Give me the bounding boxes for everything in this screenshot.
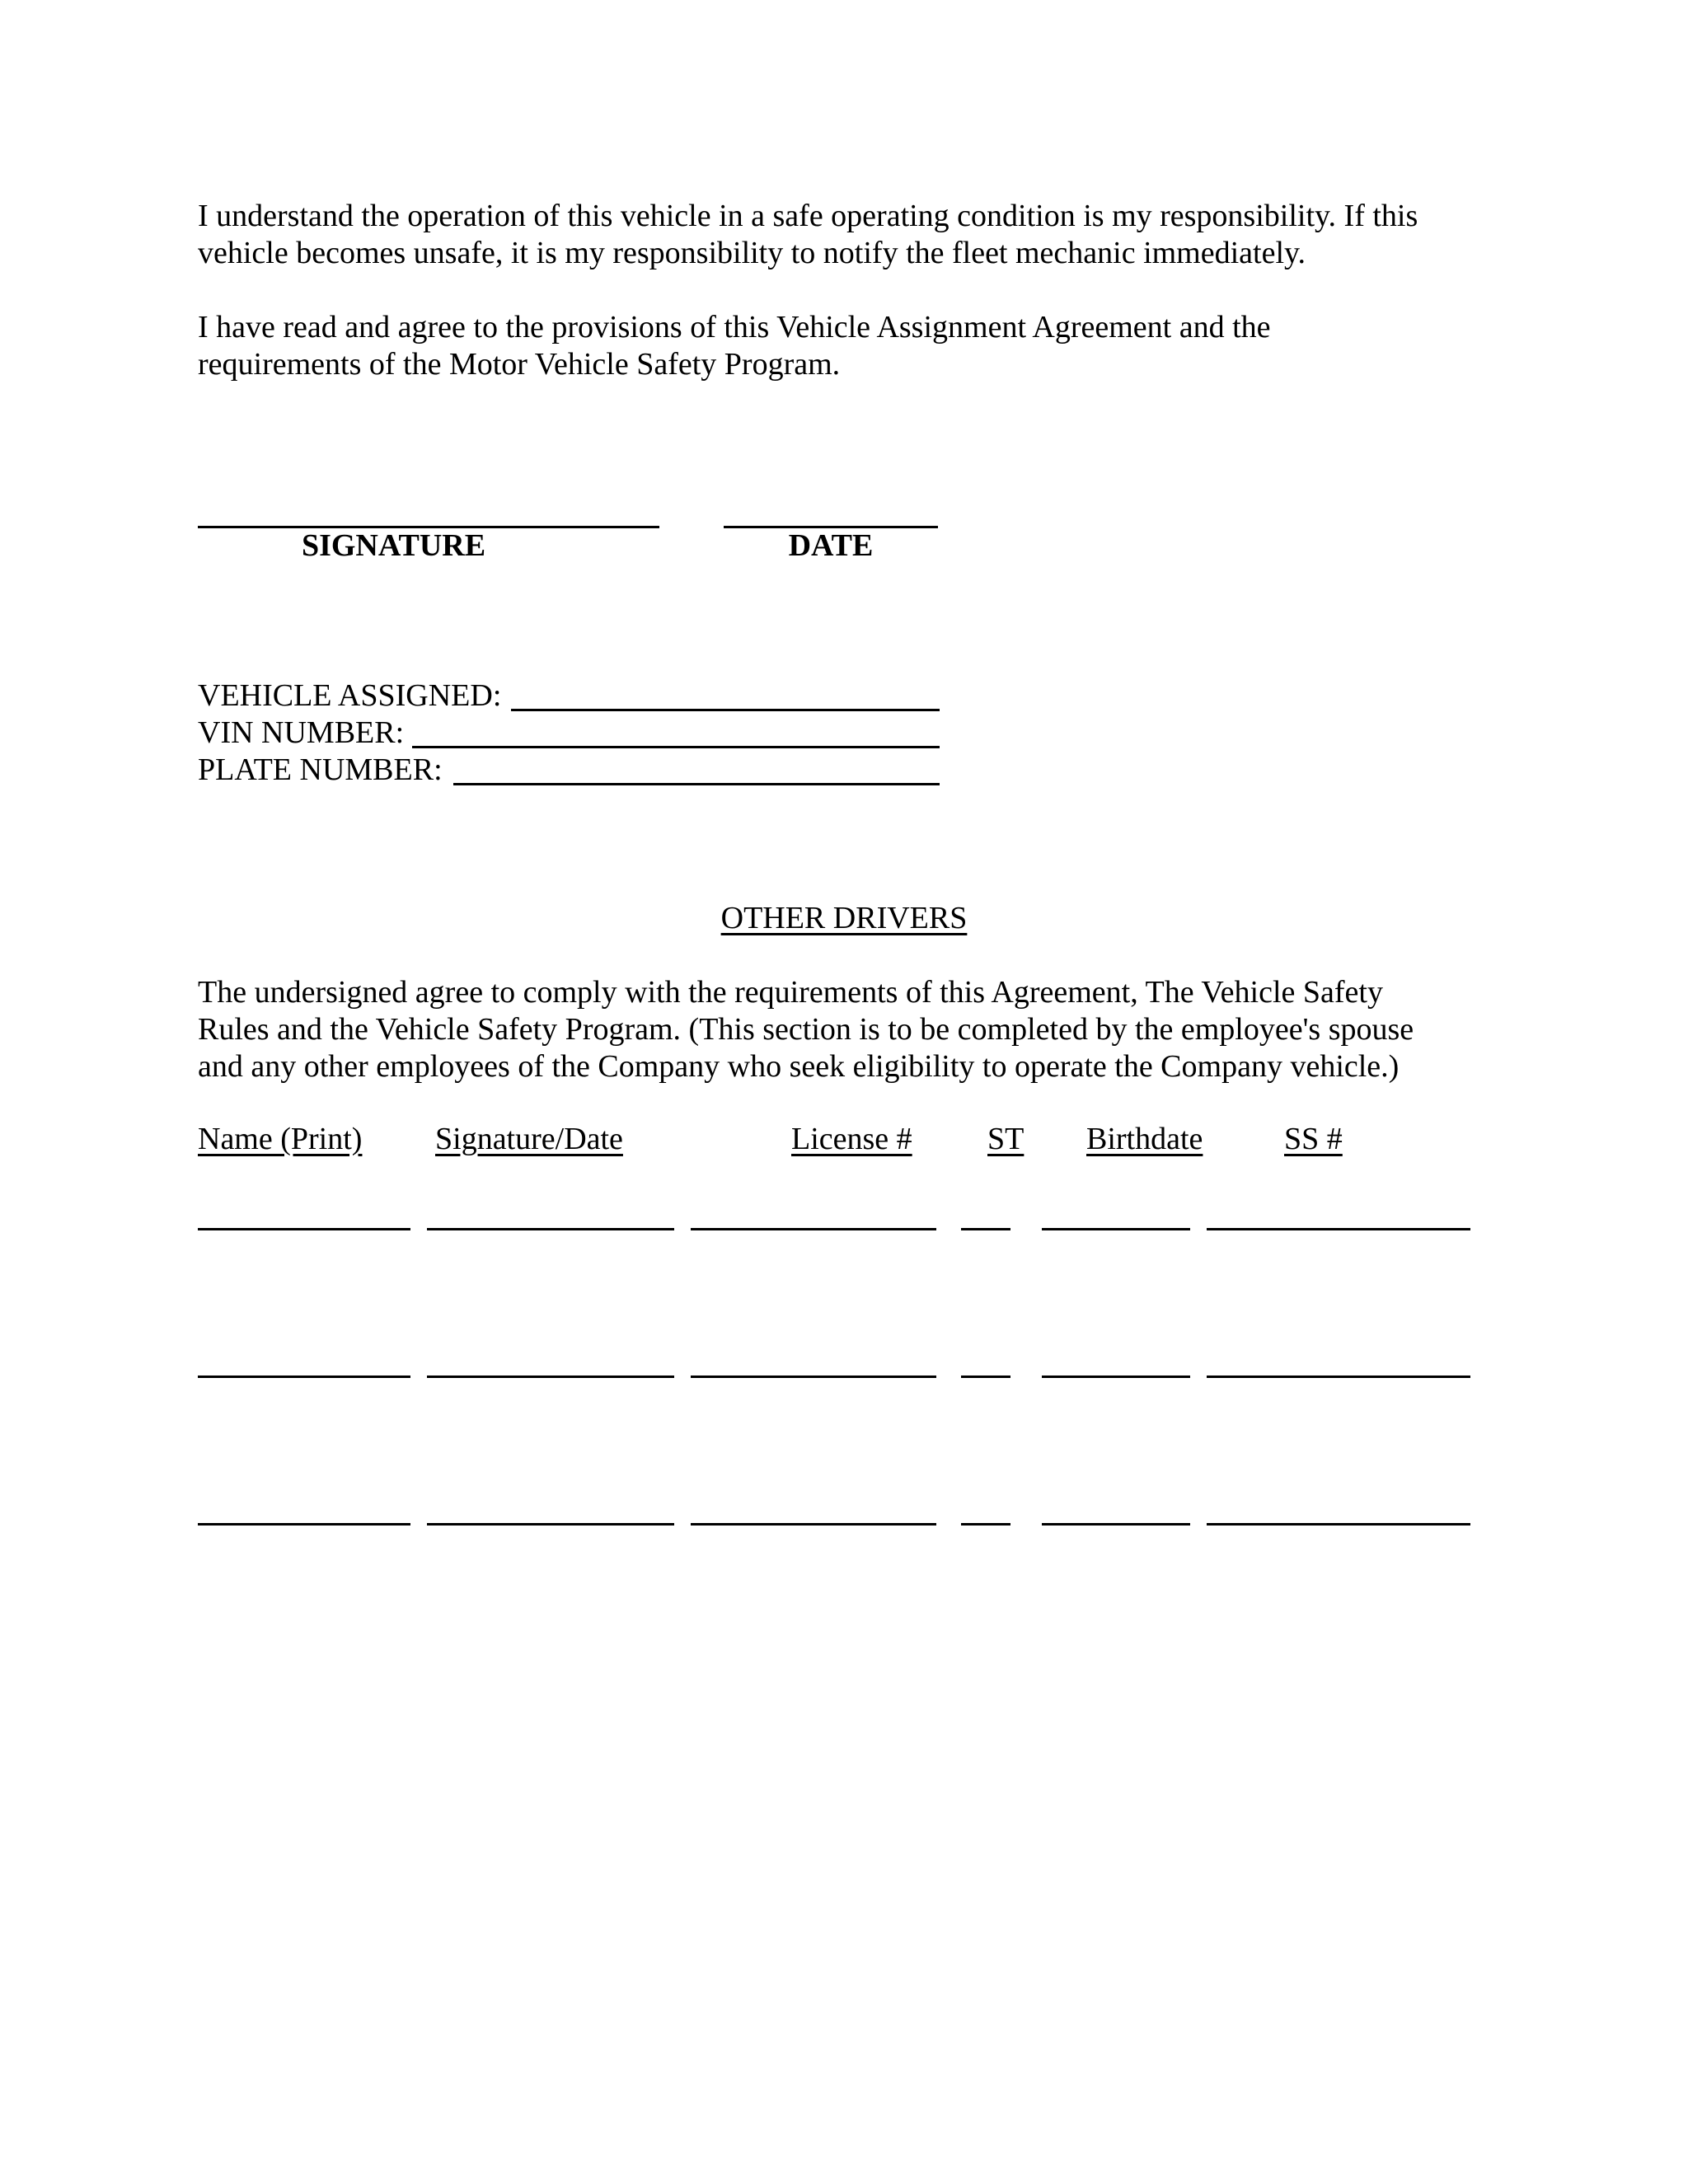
plate-number-label: PLATE NUMBER:: [198, 752, 443, 787]
vehicle-assigned-label: VEHICLE ASSIGNED:: [198, 678, 502, 713]
plate-number-line[interactable]: [453, 783, 940, 785]
other-drivers-line-3: and any other employees of the Company who seek eligibility to operate the Company vehicle.): [198, 1049, 1400, 1084]
driver-1-state-line[interactable]: [961, 1228, 1010, 1230]
driver-2-state-line[interactable]: [961, 1376, 1010, 1378]
other-drivers-heading: OTHER DRIVERS: [720, 901, 968, 935]
responsibility-line-2: vehicle becomes unsafe, it is my responsibility to notify the fleet mechanic immediately.: [198, 236, 1306, 270]
column-header-state: ST: [987, 1122, 1025, 1156]
responsibility-line-1: I understand the operation of this vehicle in a safe operating condition is my responsibility. If this: [198, 199, 1418, 233]
driver-2-birthdate-line[interactable]: [1042, 1376, 1190, 1378]
agreement-line-1: I have read and agree to the provisions of this Vehicle Assignment Agreement and the: [198, 310, 1271, 344]
vin-number-field: [198, 715, 940, 752]
driver-2-license-line[interactable]: [691, 1376, 936, 1378]
driver-3-license-line[interactable]: [691, 1523, 936, 1526]
vehicle-assigned-line[interactable]: [511, 709, 940, 711]
other-drivers-paragraph: [198, 974, 1414, 1085]
other-drivers-line-2: Rules and the Vehicle Safety Program. (This section is to be completed by the employee's spouse: [198, 1012, 1414, 1047]
responsibility-paragraph: [198, 198, 1418, 272]
driver-3-name-line[interactable]: [198, 1523, 410, 1526]
agreement-paragraph: [198, 309, 1271, 383]
column-header-ss: SS #: [1284, 1122, 1343, 1156]
column-header-name: Name (Print): [198, 1122, 363, 1156]
driver-2-ss-line[interactable]: [1207, 1376, 1470, 1378]
date-caption: DATE: [788, 528, 874, 563]
driver-1-license-line[interactable]: [691, 1228, 936, 1230]
vin-number-line[interactable]: [412, 746, 940, 748]
column-header-license: License #: [791, 1122, 912, 1156]
driver-3-state-line[interactable]: [961, 1523, 1010, 1526]
column-header-signature-date: Signature/Date: [435, 1122, 623, 1156]
driver-2-name-line[interactable]: [198, 1376, 410, 1378]
driver-1-birthdate-line[interactable]: [1042, 1228, 1190, 1230]
driver-3-ss-line[interactable]: [1207, 1523, 1470, 1526]
driver-3-birthdate-line[interactable]: [1042, 1523, 1190, 1526]
driver-1-signature-date-line[interactable]: [427, 1228, 674, 1230]
agreement-line-2: requirements of the Motor Vehicle Safety Program.: [198, 347, 841, 382]
plate-number-field: [198, 752, 940, 789]
driver-1-name-line[interactable]: [198, 1228, 410, 1230]
vin-number-label: VIN NUMBER:: [198, 715, 405, 750]
column-header-birthdate: Birthdate: [1086, 1122, 1203, 1156]
other-drivers-line-1: The undersigned agree to comply with the requirements of this Agreement, The Vehicle Safety: [198, 975, 1383, 1010]
vehicle-assigned-field: [198, 677, 940, 715]
driver-2-signature-date-line[interactable]: [427, 1376, 674, 1378]
signature-caption: SIGNATURE: [301, 528, 486, 563]
driver-1-ss-line[interactable]: [1207, 1228, 1470, 1230]
driver-3-signature-date-line[interactable]: [427, 1523, 674, 1526]
